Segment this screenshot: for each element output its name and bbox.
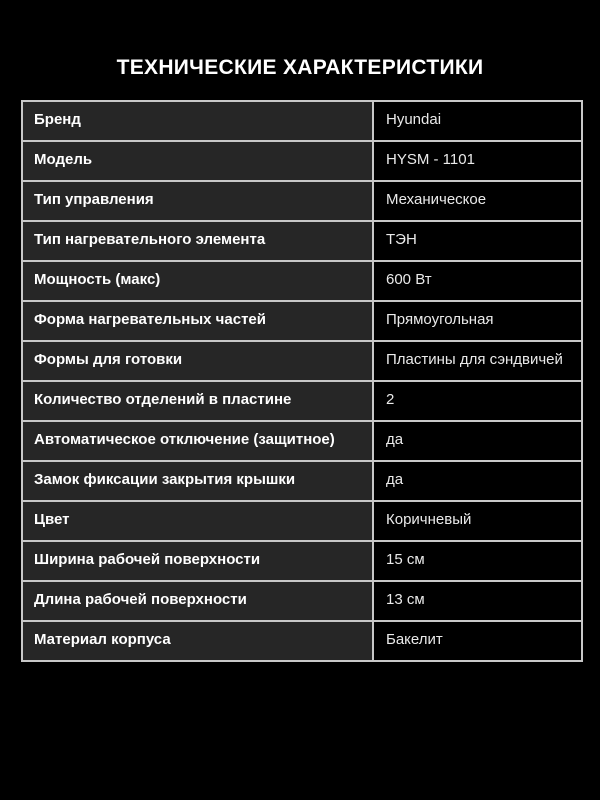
specifications-table <box>21 100 583 662</box>
spec-label: Ширина рабочей поверхности <box>22 541 373 581</box>
spec-label: Тип управления <box>22 181 373 221</box>
spec-label: Замок фиксации закрытия крышки <box>22 461 373 501</box>
spec-value: 600 Вт <box>373 261 582 301</box>
table-row <box>22 501 582 541</box>
spec-label: Количество отделений в пластине <box>22 381 373 421</box>
table-row <box>22 181 582 221</box>
table-row <box>22 261 582 301</box>
spec-value: 15 см <box>373 541 582 581</box>
table-row <box>22 341 582 381</box>
table-row <box>22 221 582 261</box>
spec-value: Пластины для сэндвичей <box>373 341 582 381</box>
spec-label: Формы для готовки <box>22 341 373 381</box>
spec-value: Hyundai <box>373 101 582 141</box>
table-row <box>22 381 582 421</box>
table-row <box>22 421 582 461</box>
spec-value: да <box>373 421 582 461</box>
spec-label: Цвет <box>22 501 373 541</box>
table-row <box>22 621 582 661</box>
table-row <box>22 141 582 181</box>
spec-value: да <box>373 461 582 501</box>
page-title: ТЕХНИЧЕСКИЕ ХАРАКТЕРИСТИКИ <box>116 56 484 79</box>
spec-value: HYSM - 1101 <box>373 141 582 181</box>
table-row <box>22 581 582 621</box>
spec-value: Прямоугольная <box>373 301 582 341</box>
spec-label: Материал корпуса <box>22 621 373 661</box>
spec-label: Модель <box>22 141 373 181</box>
spec-label: Тип нагревательного элемента <box>22 221 373 261</box>
table-row <box>22 101 582 141</box>
spec-label: Длина рабочей поверхности <box>22 581 373 621</box>
table-row <box>22 301 582 341</box>
spec-value: Коричневый <box>373 501 582 541</box>
spec-label: Бренд <box>22 101 373 141</box>
spec-label: Мощность (макс) <box>22 261 373 301</box>
spec-label: Автоматическое отключение (защитное) <box>22 421 373 461</box>
spec-value: ТЭН <box>373 221 582 261</box>
spec-value: Механическое <box>373 181 582 221</box>
spec-value: Бакелит <box>373 621 582 661</box>
spec-label: Форма нагревательных частей <box>22 301 373 341</box>
table-row <box>22 461 582 501</box>
table-row <box>22 541 582 581</box>
spec-value: 2 <box>373 381 582 421</box>
spec-value: 13 см <box>373 581 582 621</box>
